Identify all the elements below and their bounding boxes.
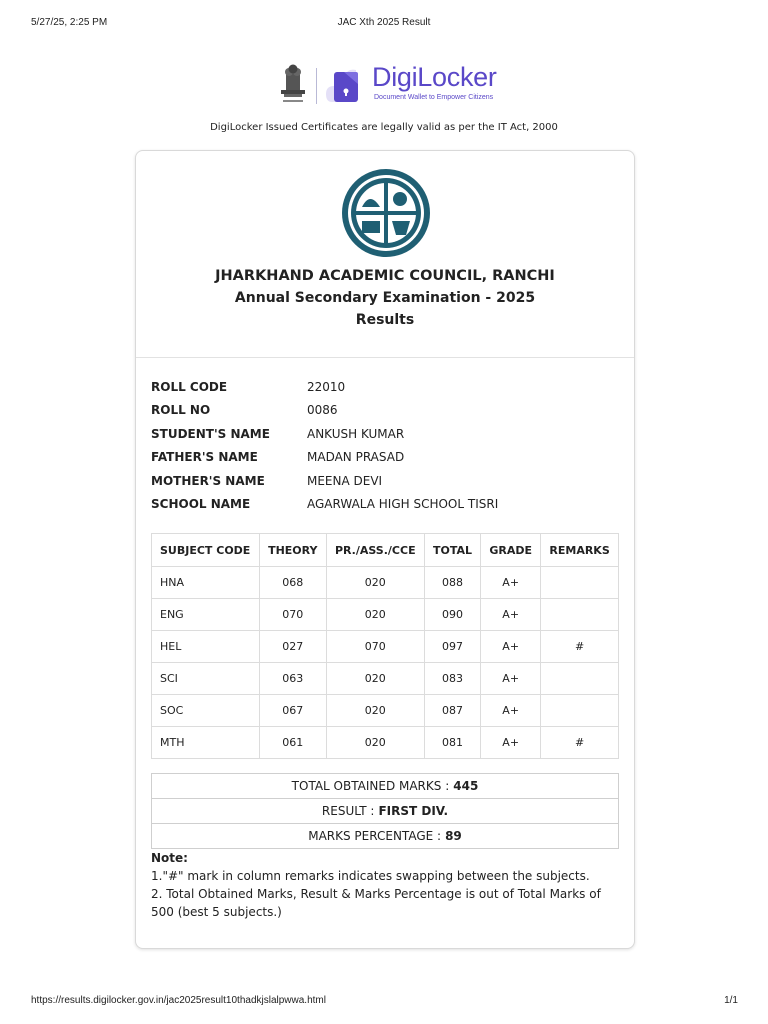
info-value: MADAN PRASAD: [307, 450, 405, 465]
info-label: MOTHER'S NAME: [151, 473, 265, 488]
info-label: ROLL NO: [151, 403, 211, 418]
percentage-label: MARKS PERCENTAGE :: [308, 829, 442, 843]
result-value: FIRST DIV.: [378, 804, 449, 818]
exam-name: Annual Secondary Examination - 2025: [234, 290, 536, 306]
info-label: STUDENT'S NAME: [151, 426, 270, 441]
table-row: [152, 631, 619, 663]
column-header-total: TOTAL: [424, 534, 480, 567]
digilocker-logo: [278, 60, 498, 108]
info-value: 0086: [307, 403, 338, 418]
cell-total: 081: [424, 727, 480, 759]
cell-remarks: #: [541, 727, 619, 759]
cell-subject-code: HEL: [152, 631, 260, 663]
result-card: [135, 150, 635, 949]
table-row: [152, 727, 619, 759]
info-value: 22010: [307, 379, 346, 394]
cell-remarks: #: [541, 631, 619, 663]
note-line-2: 2. Total Obtained Marks, Result & Marks Percentage is out of Total Marks of 500 (best 5 subjects.): [151, 887, 601, 919]
cell-practical: 020: [326, 695, 424, 727]
national-emblem-icon: [278, 60, 308, 106]
cell-remarks: [541, 695, 619, 727]
column-header-practical: PR./ASS./CCE: [326, 534, 424, 567]
result-label: RESULT :: [321, 804, 375, 818]
results-heading: Results: [355, 312, 415, 328]
logo-divider: [316, 68, 317, 104]
legal-notice: DigiLocker Issued Certificates are legally valid as per the IT Act, 2000: [210, 122, 558, 133]
info-label: ROLL CODE: [151, 379, 228, 394]
cell-grade: A+: [481, 567, 541, 599]
cell-subject-code: SCI: [152, 663, 260, 695]
note-line-1: 1."#" mark in column remarks indicates swapping between the subjects.: [151, 869, 590, 883]
info-row-mother-name: [151, 469, 621, 493]
note-section: [151, 849, 621, 921]
cell-practical: 020: [326, 567, 424, 599]
info-row-roll-no: [151, 399, 621, 423]
column-header-grade: GRADE: [481, 534, 541, 567]
info-label: FATHER'S NAME: [151, 450, 258, 465]
digilocker-cloud-icon: [326, 66, 368, 104]
student-info: [151, 375, 621, 516]
cell-subject-code: MTH: [152, 727, 260, 759]
print-footer: [0, 995, 768, 1009]
card-divider: [136, 357, 634, 358]
table-row: [152, 695, 619, 727]
table-row: [152, 599, 619, 631]
cell-theory: 068: [259, 567, 326, 599]
brand-name: DigiLocker: [372, 62, 497, 92]
jac-seal-icon: [340, 167, 432, 259]
print-url: https://results.digilocker.gov.in/jac2025result10thadkjslalpwwa.html: [31, 995, 326, 1006]
info-row-roll-code: [151, 375, 621, 399]
cell-remarks: [541, 567, 619, 599]
cell-subject-code: ENG: [152, 599, 260, 631]
print-header: [0, 17, 768, 31]
column-header-theory: THEORY: [259, 534, 326, 567]
cell-theory: 027: [259, 631, 326, 663]
cell-practical: 020: [326, 727, 424, 759]
cell-subject-code: SOC: [152, 695, 260, 727]
info-row-student-name: [151, 422, 621, 446]
info-value: ANKUSH KUMAR: [307, 426, 405, 441]
print-page-number: 1/1: [724, 995, 738, 1006]
cell-theory: 061: [259, 727, 326, 759]
cell-practical: 020: [326, 599, 424, 631]
table-header-row: [152, 534, 619, 567]
total-marks-row: [152, 774, 618, 798]
percentage-value: 89: [445, 829, 462, 843]
result-summary: [151, 773, 619, 849]
column-header-remarks: REMARKS: [541, 534, 619, 567]
cell-remarks: [541, 663, 619, 695]
cell-grade: A+: [481, 695, 541, 727]
cell-theory: 063: [259, 663, 326, 695]
info-value: MEENA DEVI: [307, 473, 383, 488]
column-header-subject-code: SUBJECT CODE: [152, 534, 260, 567]
total-marks-value: 445: [453, 779, 479, 793]
cell-practical: 070: [326, 631, 424, 663]
cell-grade: A+: [481, 631, 541, 663]
table-row: [152, 663, 619, 695]
note-title: Note:: [151, 851, 188, 865]
cell-grade: A+: [481, 663, 541, 695]
brand-tagline: Document Wallet to Empower Citizens: [374, 94, 494, 101]
print-datetime: 5/27/25, 2:25 PM: [31, 17, 108, 28]
print-title: JAC Xth 2025 Result: [337, 17, 431, 28]
cell-grade: A+: [481, 727, 541, 759]
info-value: AGARWALA HIGH SCHOOL TISRI: [307, 497, 499, 512]
cell-total: 090: [424, 599, 480, 631]
table-row: [152, 567, 619, 599]
info-row-school-name: [151, 493, 621, 517]
cell-remarks: [541, 599, 619, 631]
cell-total: 083: [424, 663, 480, 695]
council-name: JHARKHAND ACADEMIC COUNCIL, RANCHI: [215, 268, 555, 284]
cell-total: 088: [424, 567, 480, 599]
cell-total: 087: [424, 695, 480, 727]
total-marks-label: TOTAL OBTAINED MARKS :: [291, 779, 450, 793]
cell-total: 097: [424, 631, 480, 663]
cell-practical: 020: [326, 663, 424, 695]
result-row: [152, 798, 618, 823]
cell-theory: 070: [259, 599, 326, 631]
cell-subject-code: HNA: [152, 567, 260, 599]
cell-theory: 067: [259, 695, 326, 727]
info-row-father-name: [151, 446, 621, 470]
info-label: SCHOOL NAME: [151, 497, 251, 512]
marks-table: [151, 533, 619, 759]
percentage-row: [152, 823, 618, 848]
cell-grade: A+: [481, 599, 541, 631]
